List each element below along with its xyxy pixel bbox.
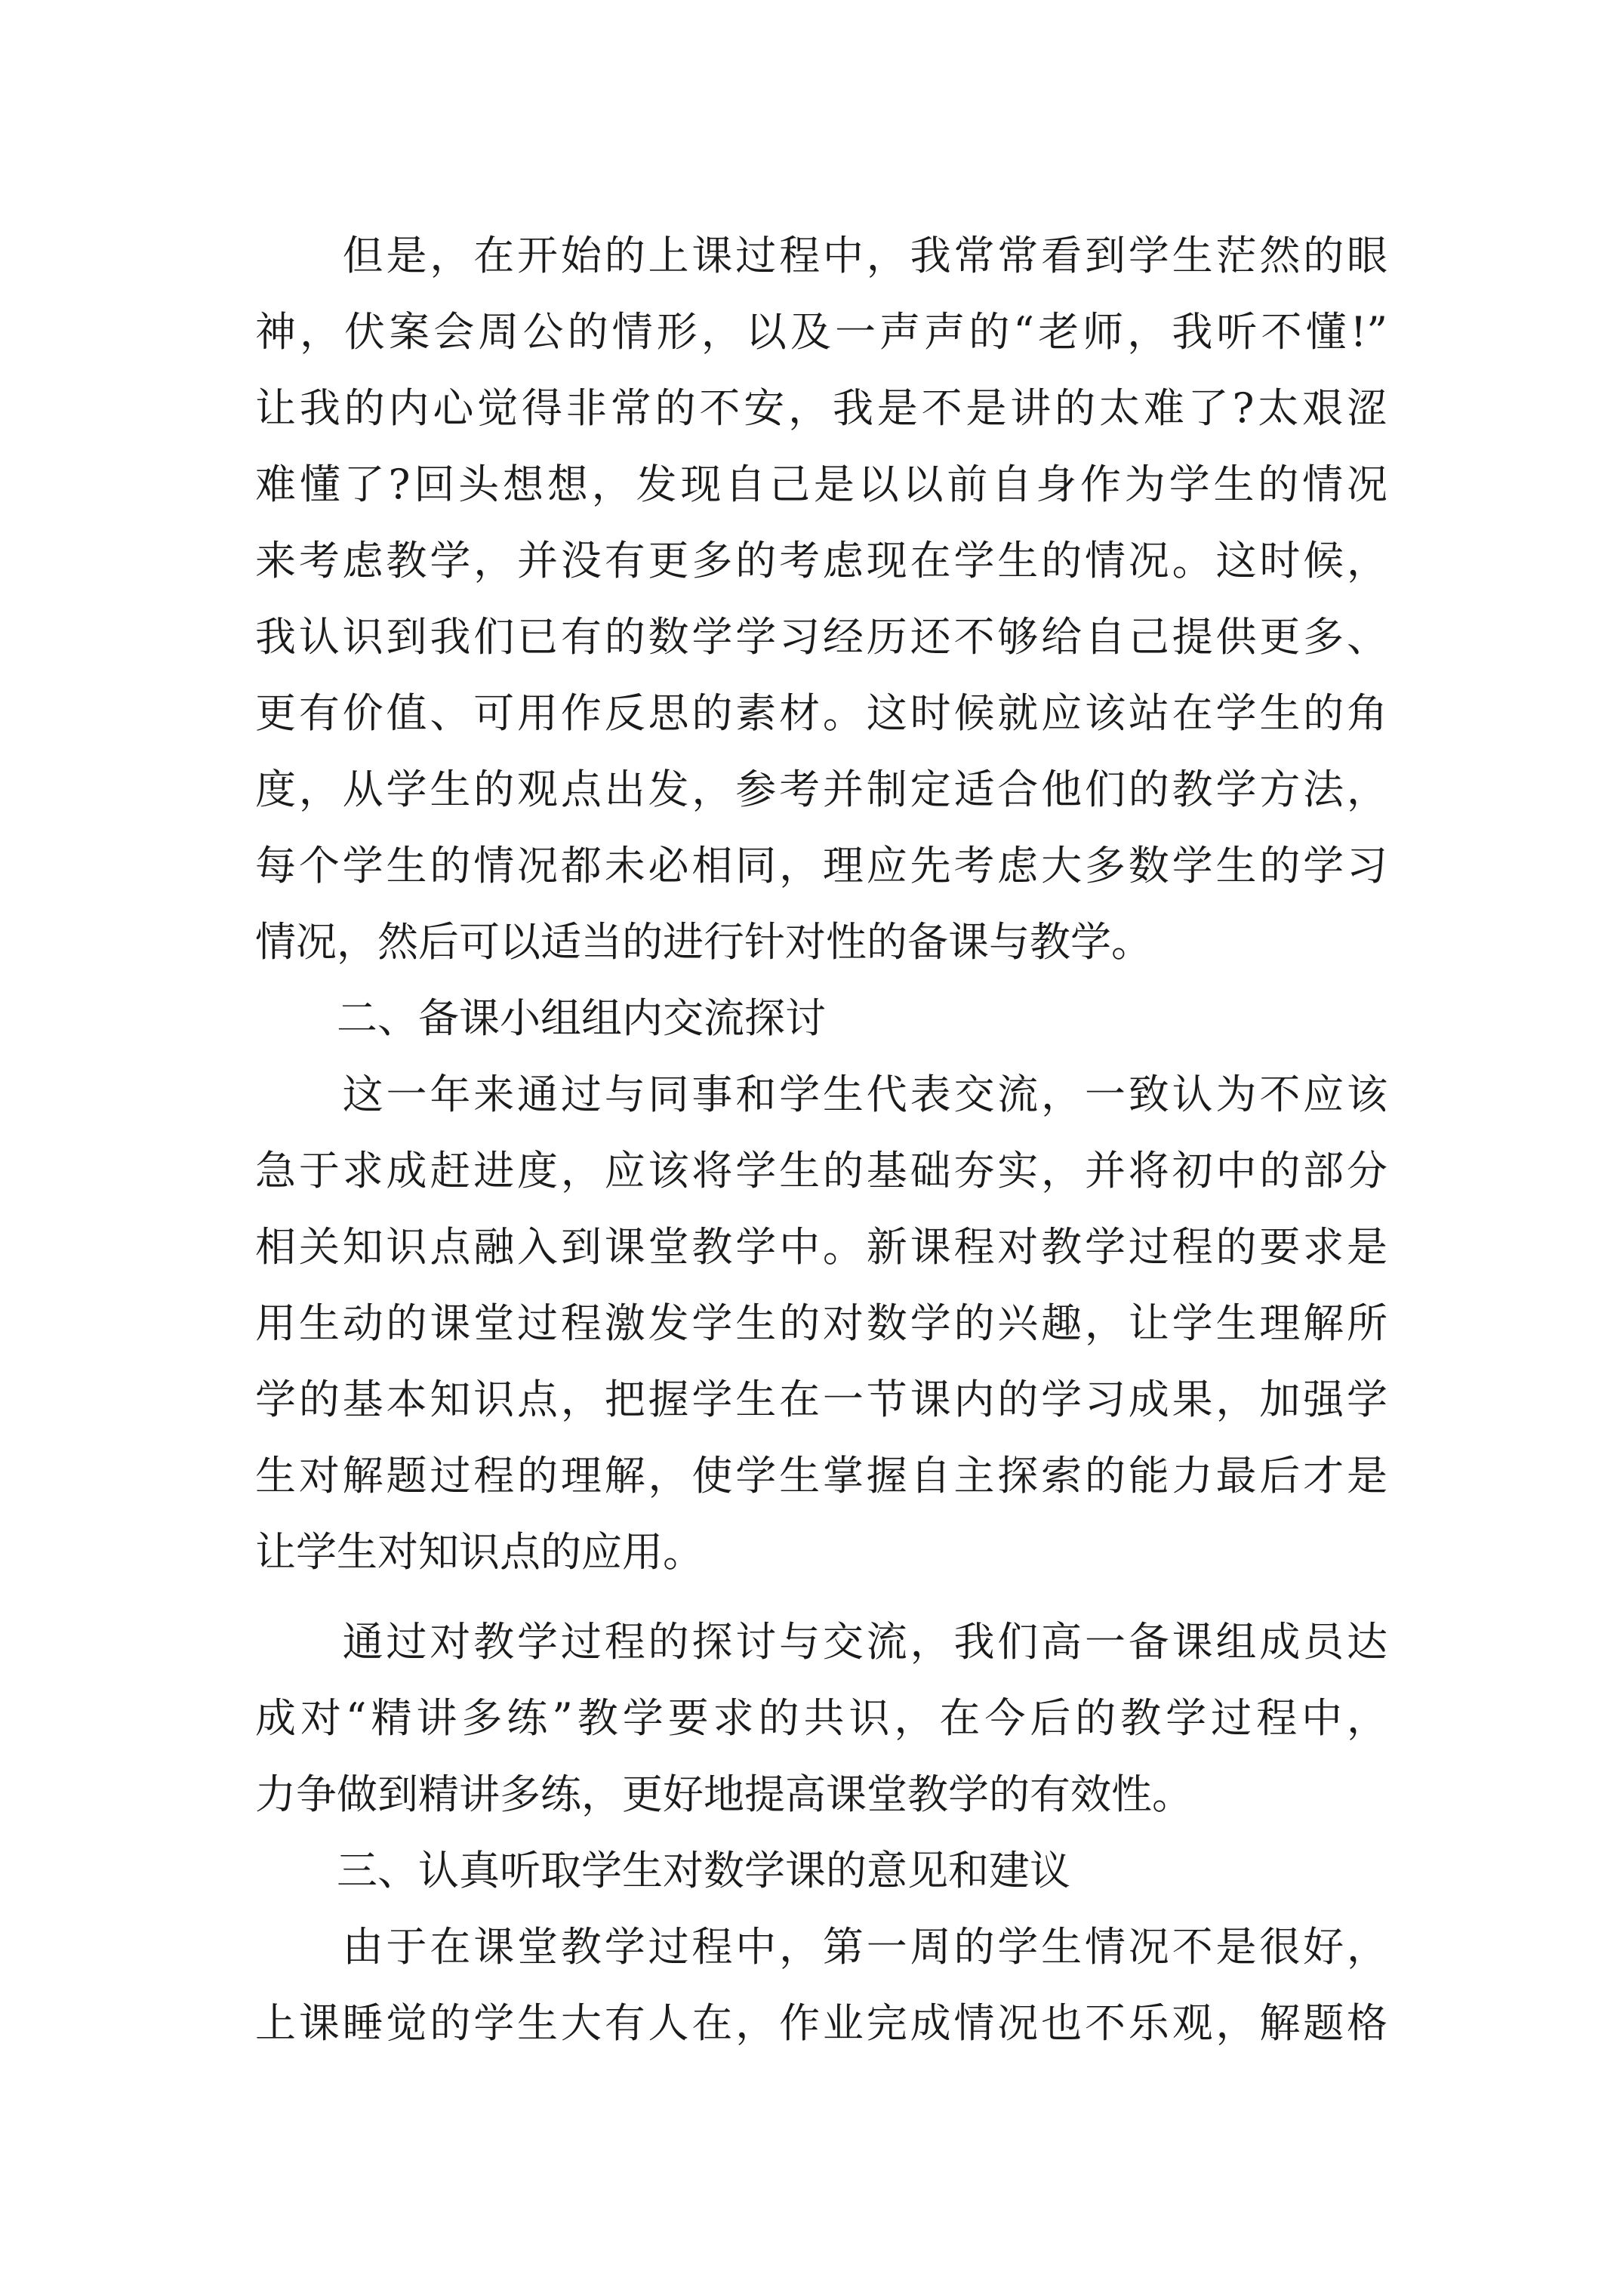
paragraph-3 xyxy=(255,1604,1387,1832)
section-heading-2 xyxy=(255,980,1387,1056)
section-heading-3 xyxy=(255,1832,1387,1909)
heading-line: 二、备课小组组内交流探讨 xyxy=(255,994,826,1042)
text-line: 力争做到精讲多练，更好地提高课堂教学的有效性。 xyxy=(255,1771,1193,1818)
paragraph-2 xyxy=(255,1056,1387,1590)
paragraph-1 xyxy=(255,217,1387,980)
text-line: 神，伏案会周公的情形，以及一声声的“老师，我听不懂!” xyxy=(255,308,1387,356)
text-line: 我认识到我们已有的数学学习经历还不够给自己提供更多、 xyxy=(255,613,1387,661)
text-line: 难懂了?回头想想，发现自己是以以前自身作为学生的情况 xyxy=(255,461,1387,508)
heading-line: 三、认真听取学生对数学课的意见和建议 xyxy=(255,1847,1070,1894)
text-line: 但是，在开始的上课过程中，我常常看到学生茫然的眼 xyxy=(255,232,1387,279)
text-line: 成对“精讲多练”教学要求的共识，在今后的教学过程中， xyxy=(255,1694,1387,1742)
text-line: 学的基本知识点，把握学生在一节课内的学习成果，加强学 xyxy=(255,1376,1387,1423)
text-line: 由于在课堂教学过程中，第一周的学生情况不是很好， xyxy=(255,1923,1387,1971)
paragraph-spacer xyxy=(255,1590,1387,1604)
text-line: 度，从学生的观点出发，参考并制定适合他们的教学方法， xyxy=(255,766,1387,813)
text-line: 更有价值、可用作反思的素材。这时候就应该站在学生的角 xyxy=(255,689,1387,737)
paragraph-4 xyxy=(255,1909,1387,2061)
text-line: 每个学生的情况都未必相同，理应先考虑大多数学生的学习 xyxy=(255,842,1387,889)
text-line: 这一年来通过与同事和学生代表交流，一致认为不应该 xyxy=(255,1071,1387,1118)
document-body xyxy=(255,217,1387,2061)
text-line: 来考虑教学，并没有更多的考虑现在学生的情况。这时候， xyxy=(255,537,1387,584)
text-line: 让我的内心觉得非常的不安，我是不是讲的太难了?太艰涩 xyxy=(255,384,1387,432)
text-line: 通过对教学过程的探讨与交流，我们高一备课组成员达 xyxy=(255,1618,1387,1666)
text-line: 让学生对知识点的应用。 xyxy=(255,1528,704,1576)
text-line: 生对解题过程的理解，使学生掌握自主探索的能力最后才是 xyxy=(255,1452,1387,1499)
text-line: 情况，然后可以适当的进行针对性的备课与教学。 xyxy=(255,918,1152,966)
text-line: 急于求成赶进度，应该将学生的基础夯实，并将初中的部分 xyxy=(255,1147,1387,1194)
text-line: 用生动的课堂过程激发学生的对数学的兴趣，让学生理解所 xyxy=(255,1299,1387,1347)
text-line: 相关知识点融入到课堂教学中。新课程对教学过程的要求是 xyxy=(255,1223,1387,1271)
text-line: 上课睡觉的学生大有人在，作业完成情况也不乐观，解题格 xyxy=(255,1999,1387,2047)
